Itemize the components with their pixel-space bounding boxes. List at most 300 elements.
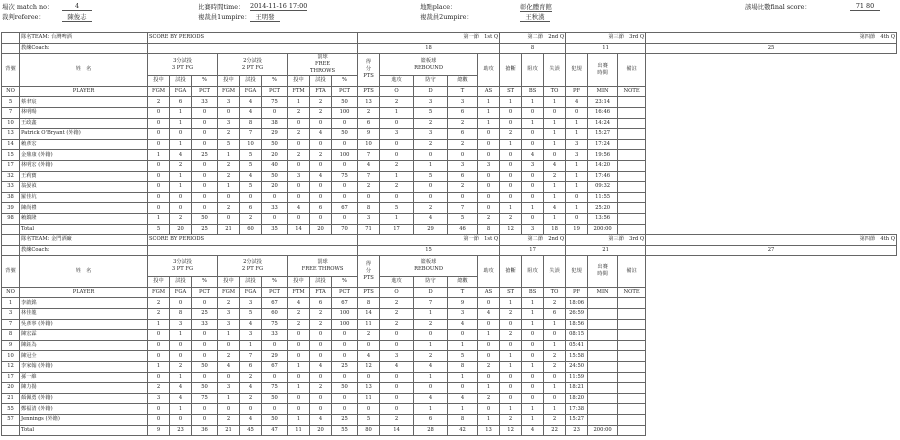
stat-cell: 2 [218, 203, 240, 214]
total-cell: 11 [288, 425, 310, 436]
total-cell: 8 [478, 224, 500, 235]
stat-cell: 15:27 [566, 414, 588, 425]
stat-cell: 0 [380, 404, 414, 415]
total-cell: 20 [310, 425, 332, 436]
stat-cell: 17:46 [588, 171, 618, 182]
player-name: 金鼎康 (外籍) [20, 150, 148, 161]
stat-cell: 18:20 [566, 393, 588, 404]
stat-cell: 3 [522, 160, 544, 171]
stat-cell: 2 [218, 351, 240, 362]
player-number: 9 [2, 340, 20, 351]
sub-header: % [262, 277, 288, 288]
stat-cell: 1 [148, 150, 170, 161]
stat-cell: 1 [566, 171, 588, 182]
stat-cell: 0 [288, 182, 310, 193]
player-name: 蔡聿宸 [20, 97, 148, 108]
stat-cell: 2 [380, 97, 414, 108]
en-header: PCT [192, 287, 218, 298]
stat-cell: 0 [288, 139, 310, 150]
table-row [2, 160, 897, 171]
stat-cell: 3 [380, 351, 414, 362]
assist-header: 助攻 [478, 256, 500, 288]
player-name: 陳鈺為 [20, 340, 148, 351]
table-cell [148, 43, 358, 54]
total-cell: 23 [566, 425, 588, 436]
sub-header: 試投 [240, 277, 262, 288]
stat-cell: 1 [288, 361, 310, 372]
stat-cell: 2 [310, 383, 332, 394]
table-row [2, 351, 897, 362]
stat-cell: 0 [192, 298, 218, 309]
stat-cell: 0 [148, 414, 170, 425]
stat-cell: 23:14 [588, 97, 618, 108]
stat-cell: 4 [240, 107, 262, 118]
stat-cell: 3 [414, 129, 448, 140]
en-header: PF [566, 287, 588, 298]
sub-header: % [262, 76, 288, 87]
stat-cell: 0 [414, 182, 448, 193]
total-cell: 36 [192, 425, 218, 436]
quarter-1-score: 15 [358, 245, 500, 256]
steal-header: 搶斷 [500, 54, 522, 87]
stat-cell: 50 [192, 361, 218, 372]
stat-cell: 4 [310, 171, 332, 182]
player-number: 5 [2, 97, 20, 108]
stat-cell: 5 [358, 414, 380, 425]
stat-cell: 0 [544, 150, 566, 161]
stat-cell: 0 [522, 351, 544, 362]
total-label: Total [20, 425, 148, 436]
stat-cell: 0 [148, 182, 170, 193]
stat-cell: 1 [544, 129, 566, 140]
stat-cell: 3 [566, 139, 588, 150]
stat-cell: 2 [380, 160, 414, 171]
stat-cell: 1 [522, 414, 544, 425]
stat-cell: 1 [478, 383, 500, 394]
empty-cell [618, 298, 646, 309]
stat-cell: 0 [358, 340, 380, 351]
stat-cell: 0 [148, 351, 170, 362]
stat-cell: 4 [240, 97, 262, 108]
player-name: Patrick O'Bryant (外籍) [20, 129, 148, 140]
stat-cell: 2 [310, 150, 332, 161]
stat-cell: 4 [380, 361, 414, 372]
table-cell [2, 43, 20, 54]
stat-cell: 0 [288, 330, 310, 341]
quarter-2-label: 第二節 2nd Q [500, 33, 566, 44]
stat-cell: 2 [544, 414, 566, 425]
stat-cell: 4 [358, 351, 380, 362]
stat-cell: 4 [544, 160, 566, 171]
en-header: FGM [148, 287, 170, 298]
player-name: 李啟銘 [20, 298, 148, 309]
stat-cell: 2 [240, 213, 262, 224]
stat-cell: 6 [448, 171, 478, 182]
team1-box-score [1, 32, 897, 235]
player-number: 21 [2, 393, 20, 404]
total-cell: 45 [240, 425, 262, 436]
stat-cell: 18:56 [566, 319, 588, 330]
umpire2: 王秋漢 [520, 12, 550, 22]
stat-cell: 3 [218, 118, 240, 129]
stat-cell: 1 [478, 330, 500, 341]
empty-cell [588, 361, 618, 372]
stat-cell: 0 [522, 330, 544, 341]
quarter-2-score: 8 [500, 43, 566, 54]
stat-cell: 4 [240, 414, 262, 425]
empty-cell [618, 361, 646, 372]
stat-cell: 3 [566, 150, 588, 161]
total-cell: 22 [544, 425, 566, 436]
empty-cell [588, 414, 618, 425]
stat-cell: 50 [262, 414, 288, 425]
stat-cell: 0 [310, 139, 332, 150]
en-header: BS [522, 86, 544, 97]
stat-cell: 3 [380, 129, 414, 140]
stat-cell: 2 [170, 361, 192, 372]
quarter-1-label: 第一節 1st Q [358, 235, 500, 246]
stat-cell: 6 [170, 97, 192, 108]
player-number: 55 [2, 404, 20, 415]
stat-cell: 2 [500, 414, 522, 425]
stat-cell: 15:27 [588, 129, 618, 140]
stat-cell: 0 [218, 192, 240, 203]
player-number: 15 [2, 150, 20, 161]
foul-header: 犯規 [566, 54, 588, 87]
stat-cell: 6 [310, 298, 332, 309]
stat-cell: 5 [448, 213, 478, 224]
player-name: 王莉寶 [20, 171, 148, 182]
table-cell [2, 425, 20, 436]
stat-cell: 0 [192, 330, 218, 341]
stat-cell: 17:38 [566, 404, 588, 415]
stat-cell: 1 [148, 213, 170, 224]
en-header: FGA [170, 287, 192, 298]
stat-cell: 25 [192, 308, 218, 319]
en-header: FGA [240, 86, 262, 97]
total-cell: 25 [192, 224, 218, 235]
stat-cell: 7 [240, 129, 262, 140]
stat-cell: 0 [380, 340, 414, 351]
stat-cell: 0 [170, 351, 192, 362]
stat-cell: 8 [448, 361, 478, 372]
stat-cell: 0 [380, 139, 414, 150]
fg3-header: 3分試投 3 PT FG [148, 256, 218, 277]
table-row [2, 107, 897, 118]
table-cell [148, 245, 358, 256]
stat-cell: 2 [358, 107, 380, 118]
final-score-label: 該場比數final score： [745, 3, 811, 11]
total-cell: 4 [522, 425, 544, 436]
stat-cell: 0 [192, 171, 218, 182]
stat-cell: 1 [544, 182, 566, 193]
table-row [2, 129, 897, 140]
quarter-1-score: 18 [358, 43, 500, 54]
referee: 陳俊志 [62, 12, 92, 22]
block-header: 阻攻 [522, 256, 544, 288]
table-cell [2, 235, 20, 246]
match-header [0, 0, 900, 32]
jersey-header: 背號 [2, 256, 20, 288]
stat-cell: 0 [192, 139, 218, 150]
total-cell: 14 [380, 425, 414, 436]
stat-cell: 7 [448, 203, 478, 214]
total-cell: 80 [358, 425, 380, 436]
stat-cell: 0 [522, 372, 544, 383]
empty-cell [618, 203, 646, 214]
stat-cell: 2 [414, 139, 448, 150]
coach-label: 教練Coach: [20, 43, 148, 54]
stat-cell: 18:06 [566, 298, 588, 309]
stat-cell: 4 [310, 414, 332, 425]
stat-cell: 2 [544, 298, 566, 309]
stat-cell: 8 [448, 414, 478, 425]
empty-cell [618, 404, 646, 415]
coach-row [2, 43, 897, 54]
stat-cell: 0 [192, 107, 218, 118]
stat-cell: 2 [380, 414, 414, 425]
en-header: AS [478, 287, 500, 298]
player-name: 賴彥宏 [20, 139, 148, 150]
stat-cell: 1 [478, 118, 500, 129]
stat-cell: 0 [310, 404, 332, 415]
stat-cell: 8 [170, 308, 192, 319]
stat-cell: 0 [262, 213, 288, 224]
player-name: 林明暘 [20, 107, 148, 118]
stat-cell: 20 [262, 150, 288, 161]
stat-cell: 1 [478, 107, 500, 118]
stat-cell: 8 [358, 203, 380, 214]
stat-cell: 0 [148, 171, 170, 182]
stat-cell: 50 [262, 139, 288, 150]
stat-cell: 0 [170, 192, 192, 203]
stat-cell: 0 [288, 192, 310, 203]
en-header: T [448, 86, 478, 97]
stat-cell: 4 [240, 171, 262, 182]
stat-cell: 1 [500, 139, 522, 150]
player-number: 7 [2, 319, 20, 330]
stat-cell: 1 [170, 372, 192, 383]
stat-cell: 0 [192, 129, 218, 140]
score-by-periods: SCORE BY PERIODS [148, 33, 358, 44]
stat-cell: 4 [170, 383, 192, 394]
table-row [2, 383, 897, 394]
stat-cell: 6 [240, 203, 262, 214]
total-cell: 200:00 [588, 425, 618, 436]
stat-cell: 7 [358, 171, 380, 182]
stat-cell: 1 [414, 340, 448, 351]
jersey-header: 背號 [2, 54, 20, 87]
stat-cell: 2 [358, 330, 380, 341]
stat-cell: 1 [170, 182, 192, 193]
stat-cell: 4 [170, 393, 192, 404]
stat-cell: 33 [192, 97, 218, 108]
empty-cell [588, 351, 618, 362]
stat-cell: 5 [380, 203, 414, 214]
stat-cell: 0 [478, 372, 500, 383]
fg3-header: 3分試投 3 PT FG [148, 54, 218, 76]
player-number: 13 [2, 129, 20, 140]
stat-cell: 2 [478, 393, 500, 404]
stat-cell: 0 [218, 213, 240, 224]
sub-header: 防守 [414, 76, 448, 87]
stat-cell: 2 [170, 213, 192, 224]
stat-cell: 8 [240, 118, 262, 129]
final-score: 71 80 [850, 2, 880, 11]
quarter-3-score: 11 [566, 43, 646, 54]
total-cell: 46 [448, 224, 478, 235]
stat-cell: 16:46 [588, 107, 618, 118]
player-name: 顏佩勇 (外籍) [20, 393, 148, 404]
stat-cell: 75 [332, 171, 358, 182]
stat-cell: 6 [448, 107, 478, 118]
stat-cell: 3 [288, 171, 310, 182]
team-name: 隊名TEAM: 金門酒廠 [20, 235, 148, 246]
stat-cell: 26:59 [566, 308, 588, 319]
stat-cell: 0 [218, 404, 240, 415]
total-cell: 200:00 [588, 224, 618, 235]
stat-cell: 11:59 [566, 372, 588, 383]
stat-cell: 0 [478, 404, 500, 415]
stat-cell: 1 [566, 118, 588, 129]
stat-cell: 4 [358, 160, 380, 171]
stat-cell: 0 [478, 171, 500, 182]
table-row [2, 372, 897, 383]
stat-cell: 11 [358, 393, 380, 404]
pts-header: 得 分 PTS [358, 54, 380, 87]
team2-box-score [1, 234, 897, 436]
sub-header: 試投 [310, 277, 332, 288]
table-row [2, 319, 897, 330]
player-number: 20 [2, 383, 20, 394]
stat-cell: 1 [414, 160, 448, 171]
stat-cell: 2 [414, 203, 448, 214]
total-cell: 71 [358, 224, 380, 235]
sub-header: 投中 [288, 76, 310, 87]
empty-cell [588, 404, 618, 415]
stat-cell: 6 [448, 129, 478, 140]
stat-cell: 0 [478, 319, 500, 330]
ft-header: 罰球 FREE THROWS [288, 256, 358, 277]
stat-cell: 1 [448, 372, 478, 383]
stat-cell: 08:15 [566, 330, 588, 341]
stat-cell: 1 [448, 340, 478, 351]
stat-cell: 0 [262, 404, 288, 415]
stat-cell: 0 [288, 372, 310, 383]
stat-cell: 2 [478, 213, 500, 224]
stat-cell: 0 [310, 118, 332, 129]
stat-cell: 50 [332, 129, 358, 140]
en-header: T [448, 287, 478, 298]
table-row [2, 213, 897, 224]
stat-cell: 0 [500, 372, 522, 383]
stat-cell: 0 [192, 118, 218, 129]
stat-cell: 0 [148, 118, 170, 129]
stat-cell: 0 [380, 118, 414, 129]
total-cell: 60 [240, 224, 262, 235]
stat-cell: 3 [240, 330, 262, 341]
en-header: BS [522, 287, 544, 298]
sub-header: 試投 [310, 76, 332, 87]
team-row [2, 235, 897, 246]
stat-cell: 0 [500, 192, 522, 203]
quarter-4-label: 第四節 4th Q [646, 235, 897, 246]
stat-cell: 0 [262, 107, 288, 118]
table-cell [2, 224, 20, 235]
stat-cell: 0 [288, 340, 310, 351]
stat-cell: 0 [414, 150, 448, 161]
stat-cell: 0 [478, 340, 500, 351]
player-number: 17 [2, 160, 20, 171]
stat-cell: 33 [262, 330, 288, 341]
stat-cell: 67 [262, 298, 288, 309]
stat-cell: 2 [380, 308, 414, 319]
umpire1-label: 複裁員1umpire： [198, 13, 251, 21]
stat-cell: 25 [332, 414, 358, 425]
stat-cell: 4 [288, 298, 310, 309]
stat-cell: 1 [170, 139, 192, 150]
pts-header: 得 分 PTS [358, 256, 380, 288]
stat-cell: 2 [218, 414, 240, 425]
table-row [2, 97, 897, 108]
quarter-3-score: 21 [566, 245, 646, 256]
stat-cell: 18:21 [566, 383, 588, 394]
stat-cell: 0 [478, 129, 500, 140]
stat-cell: 0 [500, 107, 522, 118]
stat-cell: 67 [262, 361, 288, 372]
minutes-header: 出賽 時間 [588, 256, 618, 288]
stat-cell: 4 [566, 97, 588, 108]
stat-cell: 0 [566, 213, 588, 224]
empty-cell [618, 224, 646, 235]
total-row [2, 425, 897, 436]
stat-cell: 67 [332, 203, 358, 214]
stat-cell: 3 [448, 97, 478, 108]
remark-header: 備註 [618, 54, 646, 87]
stat-cell: 3 [218, 97, 240, 108]
stat-cell: 2 [288, 150, 310, 161]
stat-cell: 3 [414, 97, 448, 108]
stat-cell: 2 [170, 160, 192, 171]
total-cell: 18 [544, 224, 566, 235]
stat-cell: 0 [192, 414, 218, 425]
stat-cell: 0 [522, 393, 544, 404]
stat-cell: 2 [414, 351, 448, 362]
quarter-2-label: 第二節 2nd Q [500, 235, 566, 246]
stat-cell: 0 [148, 139, 170, 150]
stat-cell: 09:32 [588, 182, 618, 193]
stat-cell: 6 [544, 308, 566, 319]
player-number: 32 [2, 171, 20, 182]
stat-cell: 4 [414, 213, 448, 224]
stat-cell: 4 [414, 361, 448, 372]
stat-cell: 2 [310, 319, 332, 330]
table-row [2, 298, 897, 309]
stat-cell: 1 [288, 97, 310, 108]
stat-cell: 1 [566, 203, 588, 214]
team-name: 隊名TEAM: 台灣啤酒 [20, 33, 148, 44]
stat-cell: 1 [544, 213, 566, 224]
stat-cell: 11 [358, 319, 380, 330]
total-cell: 20 [170, 224, 192, 235]
en-header: O [380, 86, 414, 97]
empty-cell [618, 319, 646, 330]
total-cell: 12 [500, 425, 522, 436]
group-header-row [2, 54, 897, 76]
stat-cell: 1 [500, 404, 522, 415]
stat-cell: 0 [332, 372, 358, 383]
empty-cell [618, 213, 646, 224]
